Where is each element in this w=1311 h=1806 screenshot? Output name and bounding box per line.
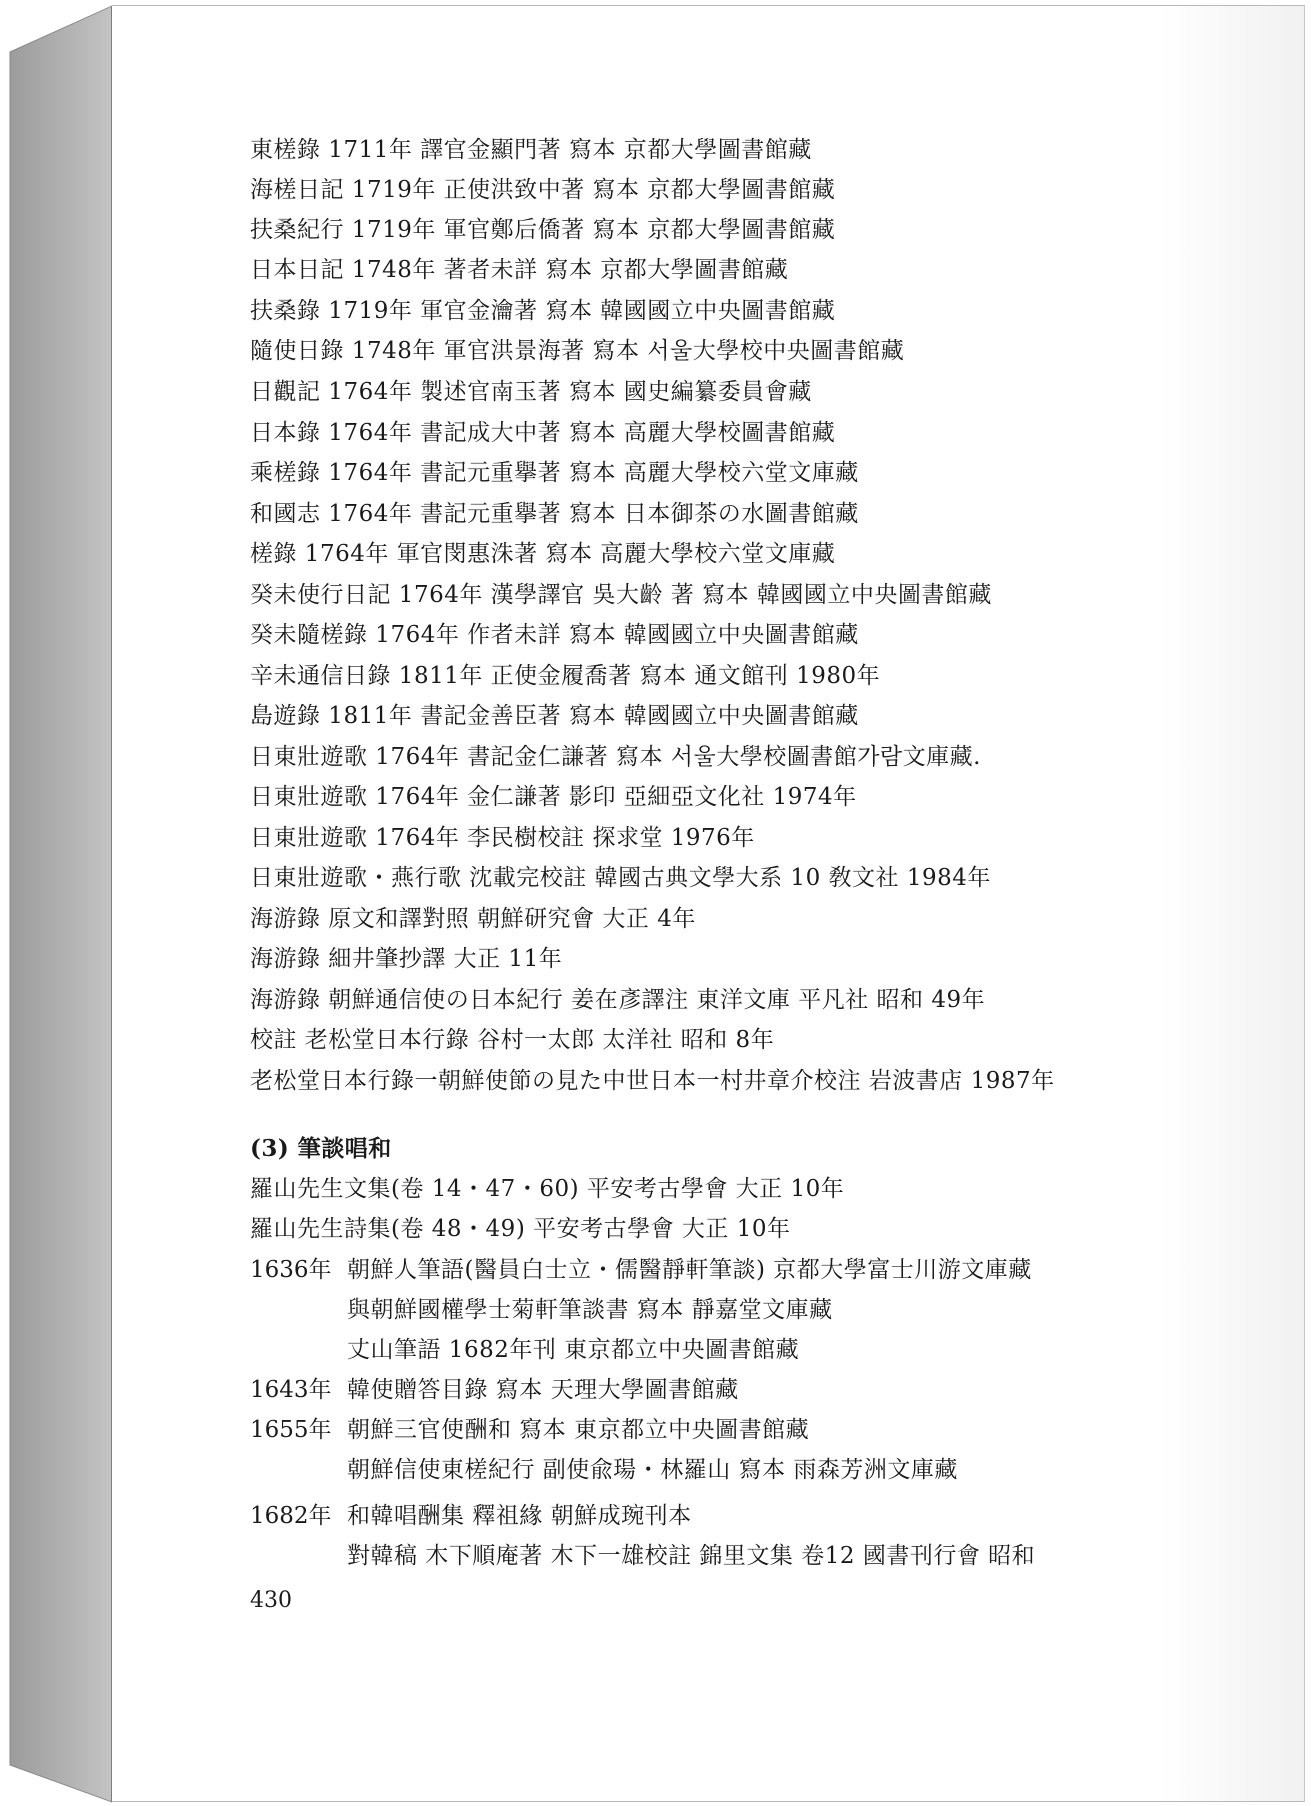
bib-line: 日本錄 1764年 書記成大中著 寫本 高麗大學校圖書館藏	[250, 420, 836, 446]
entry-text: 丈山筆語 1682年刊 東京都立中央圖書館藏	[347, 1337, 800, 1363]
entry-text: 韓使贈答目錄 寫本 天理大學圖書館藏	[347, 1377, 739, 1403]
entry-text: 和韓唱酬集 釋祖緣 朝鮮成琬刊本	[347, 1503, 692, 1529]
bib-line: 癸未使行日記 1764年 漢學譯官 吳大齡 著 寫本 韓國國立中央圖書館藏	[250, 582, 992, 608]
bib-line: 海游錄 細井肇抄譯 大正 11年	[250, 946, 563, 972]
bib-line: 校註 老松堂日本行錄 谷村一太郎 太洋社 昭和 8年	[250, 1027, 775, 1053]
entry-text: 對韓稿 木下順庵著 木下一雄校註 錦里文集 卷12 國書刊行會 昭和	[347, 1543, 1036, 1569]
bib-line: 和國志 1764年 書記元重擧著 寫本 日本御茶の水圖書館藏	[250, 501, 859, 527]
bib-line: 羅山先生詩集(卷 48・49) 平安考古學會 大正 10年	[250, 1216, 791, 1242]
bib-line: 島遊錄 1811年 書記金善臣著 寫本 韓國國立中央圖書館藏	[250, 703, 859, 729]
bib-line: 隨使日錄 1748年 軍官洪景海著 寫本 서울大學校中央圖書館藏	[250, 338, 905, 364]
bib-line: 日東壯遊歌 1764年 金仁謙著 影印 亞細亞文化社 1974年	[250, 784, 857, 810]
bib-line: 海游錄 朝鮮通信使の日本紀行 姜在彥譯注 東洋文庫 平凡社 昭和 49年	[250, 987, 986, 1013]
bib-line: 辛未通信日錄 1811年 正使金履喬著 寫本 通文館刊 1980年	[250, 663, 881, 689]
entry-text: 朝鮮三官使酬和 寫本 東京都立中央圖書館藏	[347, 1417, 810, 1443]
entry-text: 朝鮮人筆語(醫員白士立・儒醫靜軒筆談) 京都大學富士川游文庫藏	[347, 1257, 1032, 1283]
page-number: 430	[250, 1588, 292, 1613]
bib-line: 扶桑錄 1719年 軍官金瀹著 寫本 韓國國立中央圖書館藏	[250, 298, 836, 324]
bib-line: 日東壯遊歌 1764年 李民樹校註 探求堂 1976年	[250, 825, 755, 851]
bib-line: 海槎日記 1719年 正使洪致中著 寫本 京都大學圖書館藏	[250, 177, 836, 203]
entry-year: 1636年	[250, 1257, 332, 1283]
bib-line: 槎錄 1764年 軍官閔惠洙著 寫本 高麗大學校六堂文庫藏	[250, 541, 836, 567]
entry-text: 與朝鮮國權學士菊軒筆談書 寫本 靜嘉堂文庫藏	[347, 1297, 833, 1323]
entry-year: 1655年	[250, 1417, 332, 1443]
entry-year: 1643年	[250, 1377, 332, 1403]
bib-line: 日本日記 1748年 著者未詳 寫本 京都大學圖書館藏	[250, 257, 789, 283]
bib-line: 乘槎錄 1764年 書記元重擧著 寫本 高麗大學校六堂文庫藏	[250, 460, 859, 486]
bib-line: 海游錄 原文和譯對照 朝鮮研究會 大正 4年	[250, 906, 696, 932]
bib-line: 日觀記 1764年 製述官南玉著 寫本 國史編纂委員會藏	[250, 379, 812, 405]
entry-text: 朝鮮信使東槎紀行 副使兪瑒・林羅山 寫本 雨森芳洲文庫藏	[347, 1457, 958, 1483]
bib-line: 癸未隨槎錄 1764年 作者未詳 寫本 韓國國立中央圖書館藏	[250, 622, 859, 648]
bib-line: 東槎錄 1711年 譯官金顯門著 寫本 京都大學圖書館藏	[250, 137, 812, 163]
bib-line: 扶桑紀行 1719年 軍官鄭后僑著 寫本 京都大學圖書館藏	[250, 217, 836, 243]
bib-line: 老松堂日本行錄一朝鮮使節の見た中世日本一村井章介校注 岩波書店 1987年	[250, 1068, 1055, 1094]
bib-line: 日東壯遊歌 1764年 書記金仁謙著 寫本 서울大學校圖書館가람文庫藏.	[250, 744, 981, 770]
bib-line: 羅山先生文集(卷 14・47・60) 平安考古學會 大正 10年	[250, 1176, 845, 1202]
bib-line: 日東壯遊歌・燕行歌 沈載完校註 韓國古典文學大系 10 敎文社 1984年	[250, 865, 991, 891]
book-side-edge	[0, 0, 112, 1806]
section-heading: (3) 筆談唱和	[250, 1135, 392, 1162]
entry-year: 1682年	[250, 1503, 332, 1529]
